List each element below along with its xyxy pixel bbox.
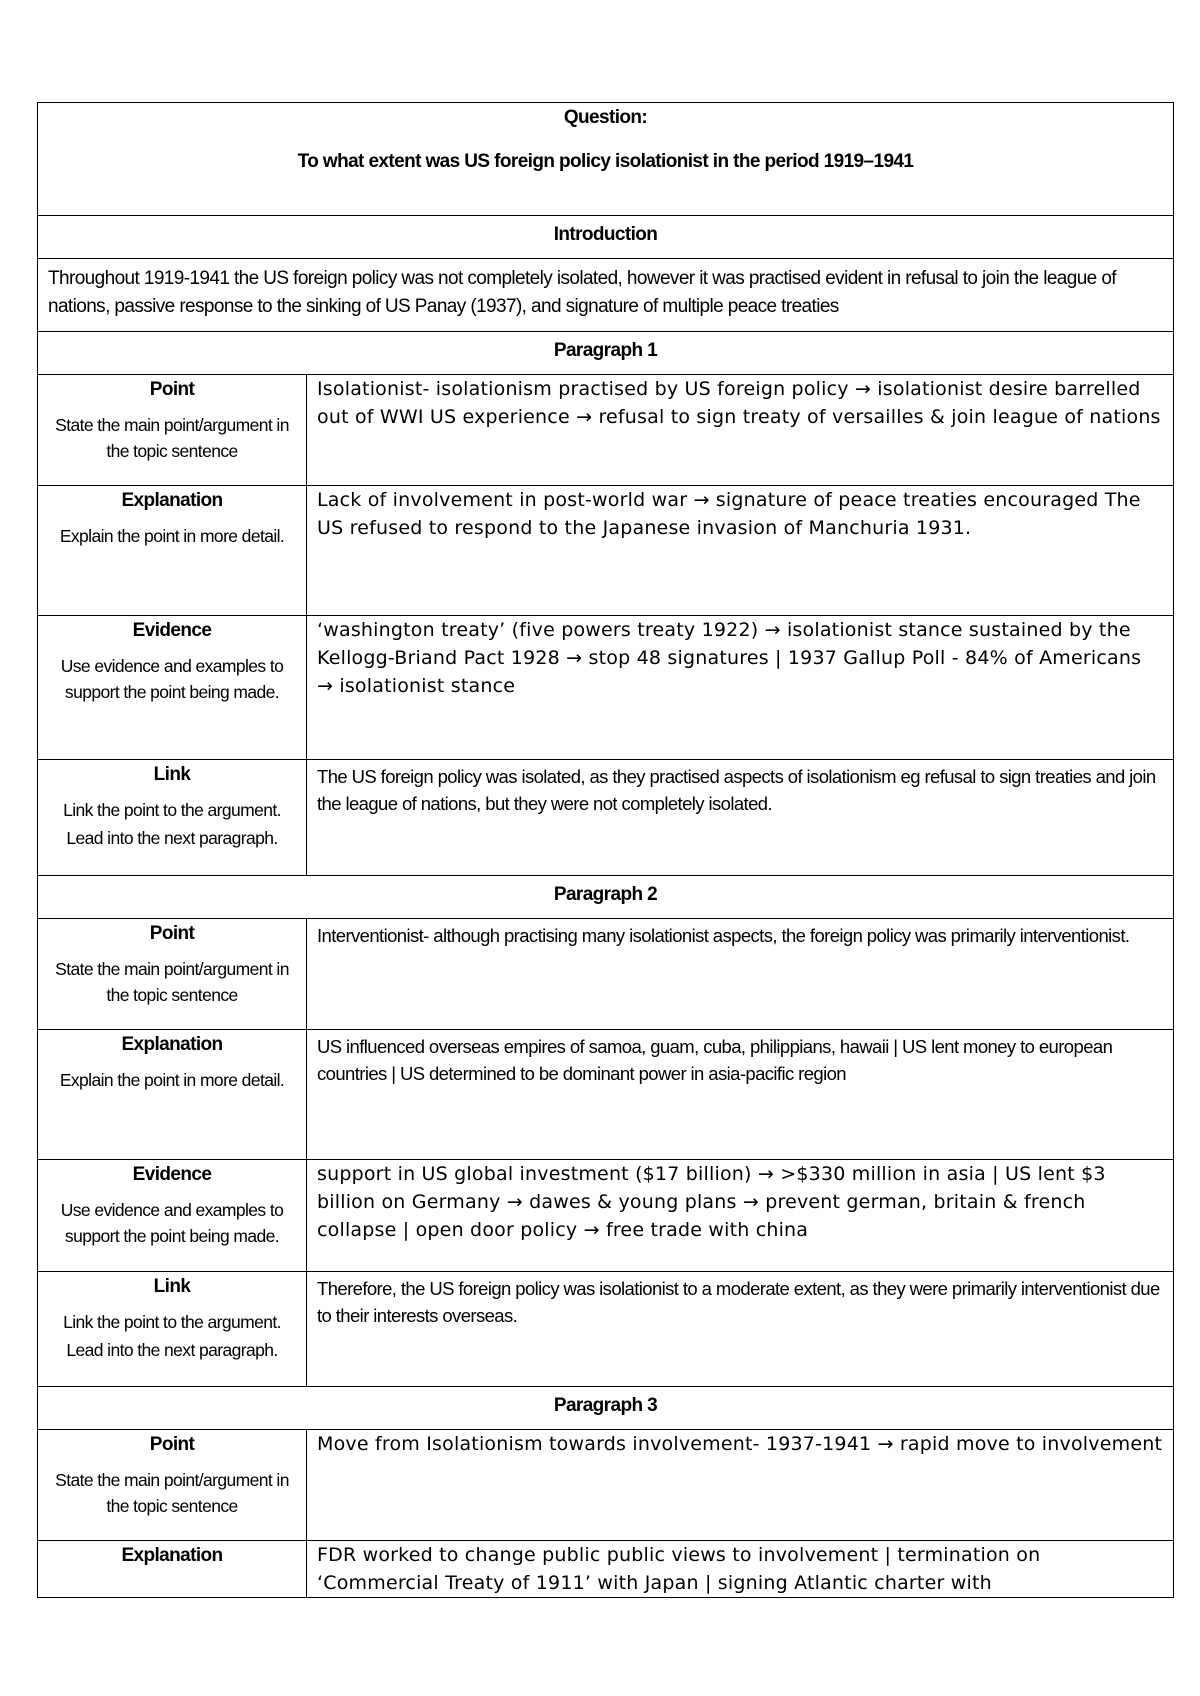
explanation-label-title: Explanation <box>121 490 223 511</box>
paragraph-3-explanation-cell <box>307 1541 1174 1598</box>
paragraph-2-link-row <box>38 1272 1174 1387</box>
paragraph-2-header-cell <box>38 876 1174 919</box>
paragraph-1-point-text: Isolationist- isolationism practised by US foreign policy → isolationist desire barrelled out of WWI US experience → refusal to sign treaty of versailles & join league of nations <box>317 378 1161 428</box>
question-label: Question: <box>563 107 648 128</box>
paragraph-1-evidence-row <box>38 616 1174 760</box>
evidence-label-title: Evidence <box>132 1164 212 1185</box>
paragraph-3-explanation-row <box>38 1541 1174 1598</box>
explanation-label-title: Explanation <box>121 1545 223 1566</box>
explanation-label-desc: Explain the point in more detail. <box>59 1070 285 1090</box>
paragraph-2-point-cell <box>307 919 1174 1030</box>
link-label-cell <box>38 1272 307 1387</box>
paragraph-3-point-text: Move from Isolationism towards involvement- 1937-1941 → rapid move to involvement <box>317 1433 1163 1455</box>
point-label-desc: State the main point/argument in the topic sentence <box>55 1470 289 1516</box>
paragraph-1-link-cell <box>307 760 1174 876</box>
paragraph-1-explanation-cell <box>307 486 1174 616</box>
evidence-label-title: Evidence <box>132 620 212 641</box>
evidence-label-desc: Use evidence and examples to support the point being made. <box>60 656 284 702</box>
paragraph-1-point-row <box>38 375 1174 486</box>
explanation-label-title: Explanation <box>121 1034 223 1055</box>
paragraph-1-point-cell <box>307 375 1174 486</box>
introduction-cell <box>38 259 1174 332</box>
introduction-text: Throughout 1919-1941 the US foreign policy was not completely isolated, however it was practised evident in refusal to join the league of nations, passive response to the sinking of US Panay (1937), and signature of multiple peace treaties <box>48 268 1116 317</box>
point-label-desc: State the main point/argument in the topic sentence <box>55 415 289 461</box>
paragraph-2-explanation-text: US influenced overseas empires of samoa, guam, cuba, philippians, hawaii | US lent money to european countries | US determined to be dominant power in asia-pacific region <box>317 1036 1113 1084</box>
paragraph-2-evidence-row <box>38 1160 1174 1272</box>
question-text: To what extent was US foreign policy isolationist in the period 1919–1941 <box>297 151 914 172</box>
paragraph-3-title: Paragraph 3 <box>553 1395 658 1416</box>
link-label-desc-2: Lead into the next paragraph. <box>66 828 278 848</box>
paragraph-1-explanation-row <box>38 486 1174 616</box>
essay-plan-table <box>37 102 1174 1598</box>
question-cell <box>38 103 1174 216</box>
link-label-title: Link <box>153 1276 191 1297</box>
paragraph-2-explanation-row <box>38 1030 1174 1160</box>
paragraph-1-evidence-cell <box>307 616 1174 760</box>
essay-plan-page <box>37 102 1173 1598</box>
introduction-title: Introduction <box>553 224 658 245</box>
paragraph-3-point-cell <box>307 1430 1174 1541</box>
paragraph-2-header-row <box>38 876 1174 919</box>
point-label-desc: State the main point/argument in the topic sentence <box>55 959 289 1005</box>
paragraph-3-header-cell <box>38 1387 1174 1430</box>
paragraph-2-explanation-cell <box>307 1030 1174 1160</box>
paragraph-1-header-cell <box>38 332 1174 375</box>
paragraph-1-header-row <box>38 332 1174 375</box>
evidence-label-cell <box>38 616 307 760</box>
paragraph-1-link-row <box>38 760 1174 876</box>
point-label-title: Point <box>149 1434 195 1455</box>
point-label-cell <box>38 919 307 1030</box>
introduction-header-cell <box>38 216 1174 259</box>
paragraph-2-title: Paragraph 2 <box>553 884 658 905</box>
explanation-label-cell <box>38 486 307 616</box>
paragraph-1-link-text: The US foreign policy was isolated, as they practised aspects of isolationism eg refusal to sign treaties and join the league of nations, but they were not completely isolated. <box>317 766 1156 814</box>
question-row <box>38 103 1174 216</box>
link-label-desc-1: Link the point to the argument. <box>63 800 281 820</box>
paragraph-2-link-text: Therefore, the US foreign policy was isolationist to a moderate extent, as they were primarily interventionist due to their interests overseas. <box>317 1278 1160 1326</box>
explanation-label-cell <box>38 1541 307 1598</box>
paragraph-2-link-cell <box>307 1272 1174 1387</box>
link-label-desc-2: Lead into the next paragraph. <box>66 1340 278 1360</box>
evidence-label-cell <box>38 1160 307 1272</box>
point-label-title: Point <box>149 923 195 944</box>
point-label-title: Point <box>149 379 195 400</box>
paragraph-3-header-row <box>38 1387 1174 1430</box>
point-label-cell <box>38 1430 307 1541</box>
paragraph-2-evidence-text: support in US global investment ($17 billion) → >$330 million in asia | US lent $3 billion on Germany → dawes & young plans → prevent german, britain & french collapse | open door policy → free trade with china <box>317 1163 1106 1241</box>
paragraph-2-evidence-cell <box>307 1160 1174 1272</box>
paragraph-1-evidence-text: ‘washington treaty’ (five powers treaty 1922) → isolationist stance sustained by the Kellogg-Briand Pact 1928 → stop 48 signatures | 1937 Gallup Poll - 84% of Americans → isolationist stance <box>317 619 1142 697</box>
evidence-label-desc: Use evidence and examples to support the point being made. <box>60 1200 284 1246</box>
paragraph-2-point-text: Interventionist- although practising many isolationist aspects, the foreign policy was primarily interventionist. <box>317 925 1130 946</box>
explanation-label-cell <box>38 1030 307 1160</box>
paragraph-2-point-row <box>38 919 1174 1030</box>
link-label-cell <box>38 760 307 876</box>
paragraph-1-explanation-text: Lack of involvement in post-world war → signature of peace treaties encouraged The US refused to respond to the Japanese invasion of Manchuria 1931. <box>317 489 1141 539</box>
introduction-header-row <box>38 216 1174 259</box>
point-label-cell <box>38 375 307 486</box>
link-label-title: Link <box>153 764 191 785</box>
paragraph-1-title: Paragraph 1 <box>553 340 658 361</box>
paragraph-3-point-row <box>38 1430 1174 1541</box>
link-label-desc-1: Link the point to the argument. <box>63 1312 281 1332</box>
explanation-label-desc: Explain the point in more detail. <box>59 526 285 546</box>
paragraph-3-explanation-text: FDR worked to change public public views to involvement | termination on ‘Commercial Treaty of 1911’ with Japan | signing Atlantic charter with <box>317 1544 1041 1594</box>
introduction-row <box>38 259 1174 332</box>
